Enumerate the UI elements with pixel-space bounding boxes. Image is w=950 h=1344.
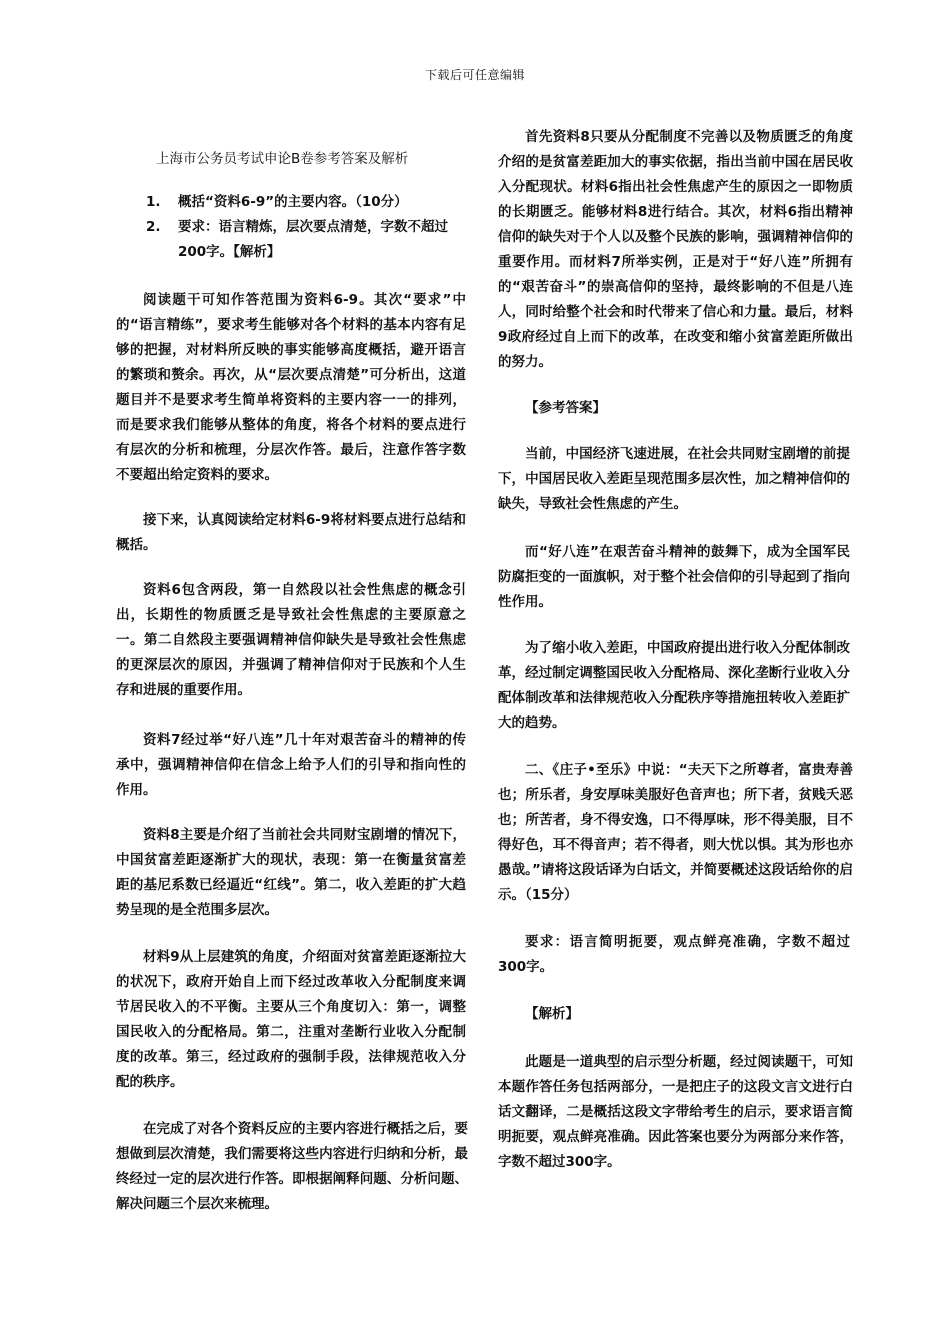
question-item (146, 215, 466, 265)
question-item (146, 190, 466, 215)
left-paragraph-next-step: 接下来，认真阅读给定材料6-9将材料要点进行总结和概括。 (116, 512, 466, 553)
right-paragraph-question-2: 二、《庄子•至乐》中说：“夫天下之所尊者，富贵寿善也；所乐者，身安厚味美服好色音声也；所下者，贫贱夭恶也；所苦者，身不得安逸，口不得厚味，形不得美服，目不得好色，耳不得音声；若不得者，则大忧以惧。其为形也亦愚哉。”请将这段话译为白话文，并简要概述这段话给你的启示。（15分） (498, 762, 853, 903)
question-text: 概括“资料6-9”的主要内容。（10分） (178, 194, 408, 210)
left-paragraph-material-8: 资料8主要是介绍了当前社会共同财宝剧增的情况下，中国贫富差距逐渐扩大的现状，表现：第一在衡量贫富差距的基尼系数已经逼近“红线”。第二，收入差距的扩大趋势呈现的是全范围多层次。 (116, 827, 466, 918)
analysis-heading: 【解析】 (525, 1006, 579, 1022)
left-paragraph-analysis: 阅读题干可知作答范围为资料6-9。其次“要求”中的“语言精练”，要求考生能够对各个材料的基本内容有足够的把握，对材料所反映的事实能够高度概括，避开语言的繁琐和赘余。再次，从“层次要点清楚”可分析出，这道题目并不是要求考生简单将资料的主要内容一一的排列，而是要求我们能够从整体的角度，将各个材料的要点进行有层次的分析和梳理，分层次作答。最后，注意作答字数不要超出给定资料的要求。 (116, 292, 466, 483)
right-paragraph-answer-3: 为了缩小收入差距，中国政府提出进行收入分配体制改革，经过制定调整国民收入分配格局、深化垄断行业收入分配体制改革和法律规范收入分配秩序等措施扭转收入差距扩大的趋势。 (498, 640, 850, 731)
page-header: 下载后可任意编辑 (424, 68, 525, 82)
left-paragraph-material-6: 资料6包含两段，第一自然段以社会性焦虑的概念引出，长期性的物质匮乏是导致社会性焦虑的主要原意之一。第二自然段主要强调精神信仰缺失是导致社会性焦虑的更深层次的原因，并强调了精神信仰对于民族和个人生存和进展的重要作用。 (116, 582, 466, 698)
right-paragraph-answer-2: 而“好八连”在艰苦奋斗精神的鼓舞下，成为全国军民防腐拒变的一面旗帜，对于整个社会信仰的引导起到了指向性作用。 (498, 544, 850, 610)
left-paragraph-summary: 在完成了对各个资料反应的主要内容进行概括之后，要想做到层次清楚，我们需要将这些内容进行归纳和分析，最终经过一定的层次进行作答。即根据阐释问题、分析问题、解决问题三个层次来梳理。 (116, 1121, 468, 1212)
document-title: 上海市公务员考试申论B卷参考答案及解析 (156, 151, 409, 167)
left-paragraph-material-7: 资料7经过举“好八连”几十年对艰苦奋斗的精神的传承中，强调精神信仰在信念上给予人们的引导和指向性的作用。 (116, 732, 466, 798)
question-number: 2. (146, 219, 161, 235)
right-paragraph-requirement: 要求：语言简明扼要，观点鲜亮准确，字数不超过300字。 (498, 934, 850, 975)
question-text: 要求：语言精炼，层次要点清楚，字数不超过200字。【解析】 (178, 219, 448, 260)
right-paragraph-answer-1: 当前，中国经济飞速进展，在社会共同财宝剧增的前提下，中国居民收入差距呈现范围多层次性，加之精神信仰的缺失，导致社会性焦虑的产生。 (498, 446, 850, 512)
left-paragraph-material-9: 材料9从上层建筑的角度，介绍面对贫富差距逐渐拉大的状况下，政府开始自上而下经过改革收入分配制度来调节居民收入的不平衡。主要从三个角度切入：第一，调整国民收入的分配格局。第二，注重对垄断行业收入分配制度的改革。第三，经过政府的强制手段，法律规范收入分配的秩序。 (116, 949, 466, 1090)
right-paragraph-analysis-2: 此题是一道典型的启示型分析题，经过阅读题干，可知本题作答任务包括两部分，一是把庄子的这段文言文进行白话文翻译，二是概括这段文字带给考生的启示，要求语言简明扼要，观点鲜亮准确。因此答案也要分为两部分来作答，字数不超过300字。 (498, 1054, 853, 1170)
right-paragraph-analysis: 首先资料8只要从分配制度不完善以及物质匮乏的角度介绍的是贫富差距加大的事实依据，指出当前中国在居民收入分配现状。材料6指出社会性焦虑产生的原因之一即物质的长期匮乏。能够材料8进行结合。其次，材料6指出精神信仰的缺失对于个人以及整个民族的影响，强调精神信仰的重要作用。而材料7所举实例，正是对于“好八连”所拥有的“艰苦奋斗”的崇高信仰的坚持，最终影响的不但是八连人，同时给整个社会和时代带来了信心和力量。最后，材料9政府经过自上而下的改革，在改变和缩小贫富差距所做出的努力。 (498, 129, 853, 370)
question-number: 1. (146, 194, 161, 210)
question-list (146, 190, 466, 265)
reference-answer-heading: 【参考答案】 (525, 400, 606, 416)
